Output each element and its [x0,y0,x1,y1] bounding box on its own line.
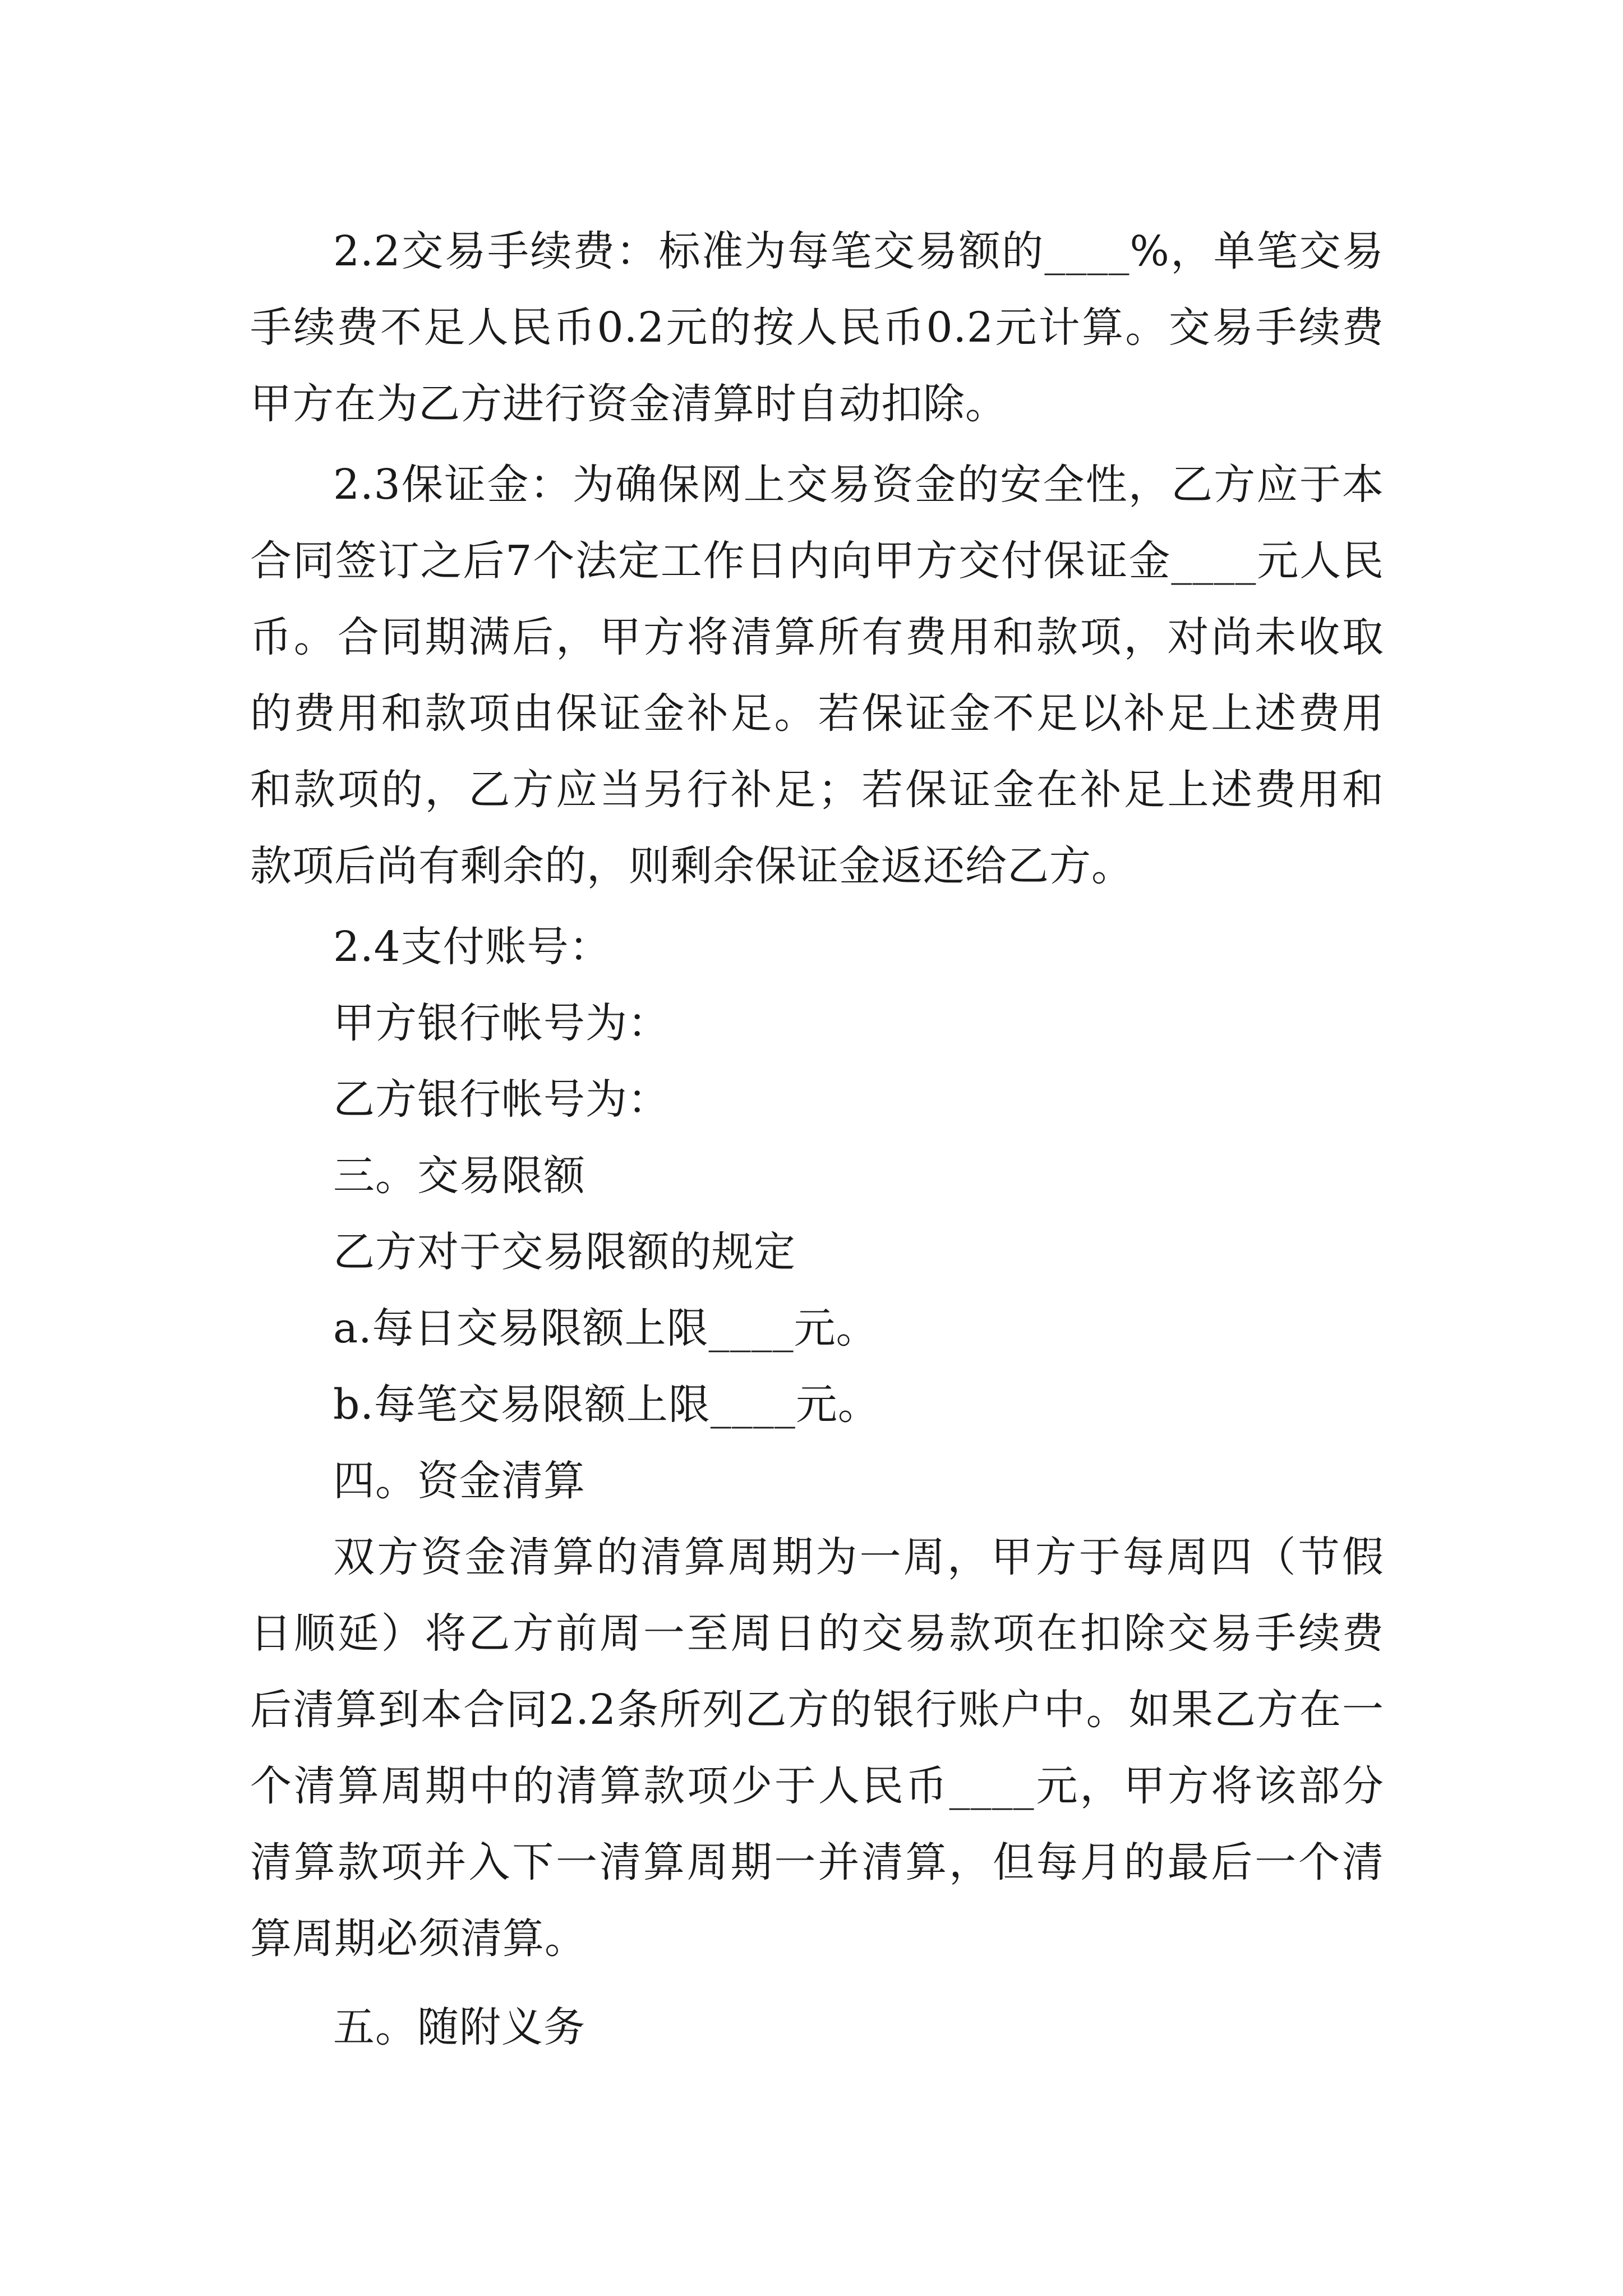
clause-2-2-transaction-fee: 2.2交易手续费：标准为每笔交易额的____%，单笔交易手续费不足人民币0.2元的按人民币0.2元计算。交易手续费甲方在为乙方进行资金清算时自动扣除。 [250,227,1384,428]
section-3-heading: 三。交易限额 [333,1152,585,1200]
section-3-intro: 乙方对于交易限额的规定 [333,1228,796,1276]
section-5-heading: 五。随附义务 [333,2003,585,2051]
section-4-heading: 四。资金清算 [333,1457,585,1505]
party-a-bank-account: 甲方银行帐号为： [333,999,670,1047]
document-body [250,213,1384,2065]
daily-limit-item: a.每日交易限额上限____元。 [333,1304,878,1352]
party-b-bank-account: 乙方银行帐号为： [333,1075,670,1124]
per-transaction-limit-item: b.每笔交易限额上限____元。 [333,1381,880,1429]
clause-2-4-payment-account-heading: 2.4支付账号： [333,923,611,971]
section-4-body: 双方资金清算的清算周期为一周，甲方于每周四（节假日顺延）将乙方前周一至周日的交易款项在扣除交易手续费后清算到本合同2.2条所列乙方的银行账户中。如果乙方在一个清算周期中的清算款项少于人民币____元，甲方将该部分清算款项并入下一清算周期一并清算，但每月的最后一个清算周期必须清算。 [250,1533,1384,1963]
clause-2-3-deposit: 2.3保证金：为确保网上交易资金的安全性，乙方应于本合同签订之后7个法定工作日内向甲方交付保证金____元人民币。合同期满后，甲方将清算所有费用和款项，对尚未收取的费用和款项由保证金补足。若保证金不足以补足上述费用和款项的，乙方应当另行补足；若保证金在补足上述费用和款项后尚有剩余的，则剩余保证金返还给乙方。 [250,461,1384,890]
